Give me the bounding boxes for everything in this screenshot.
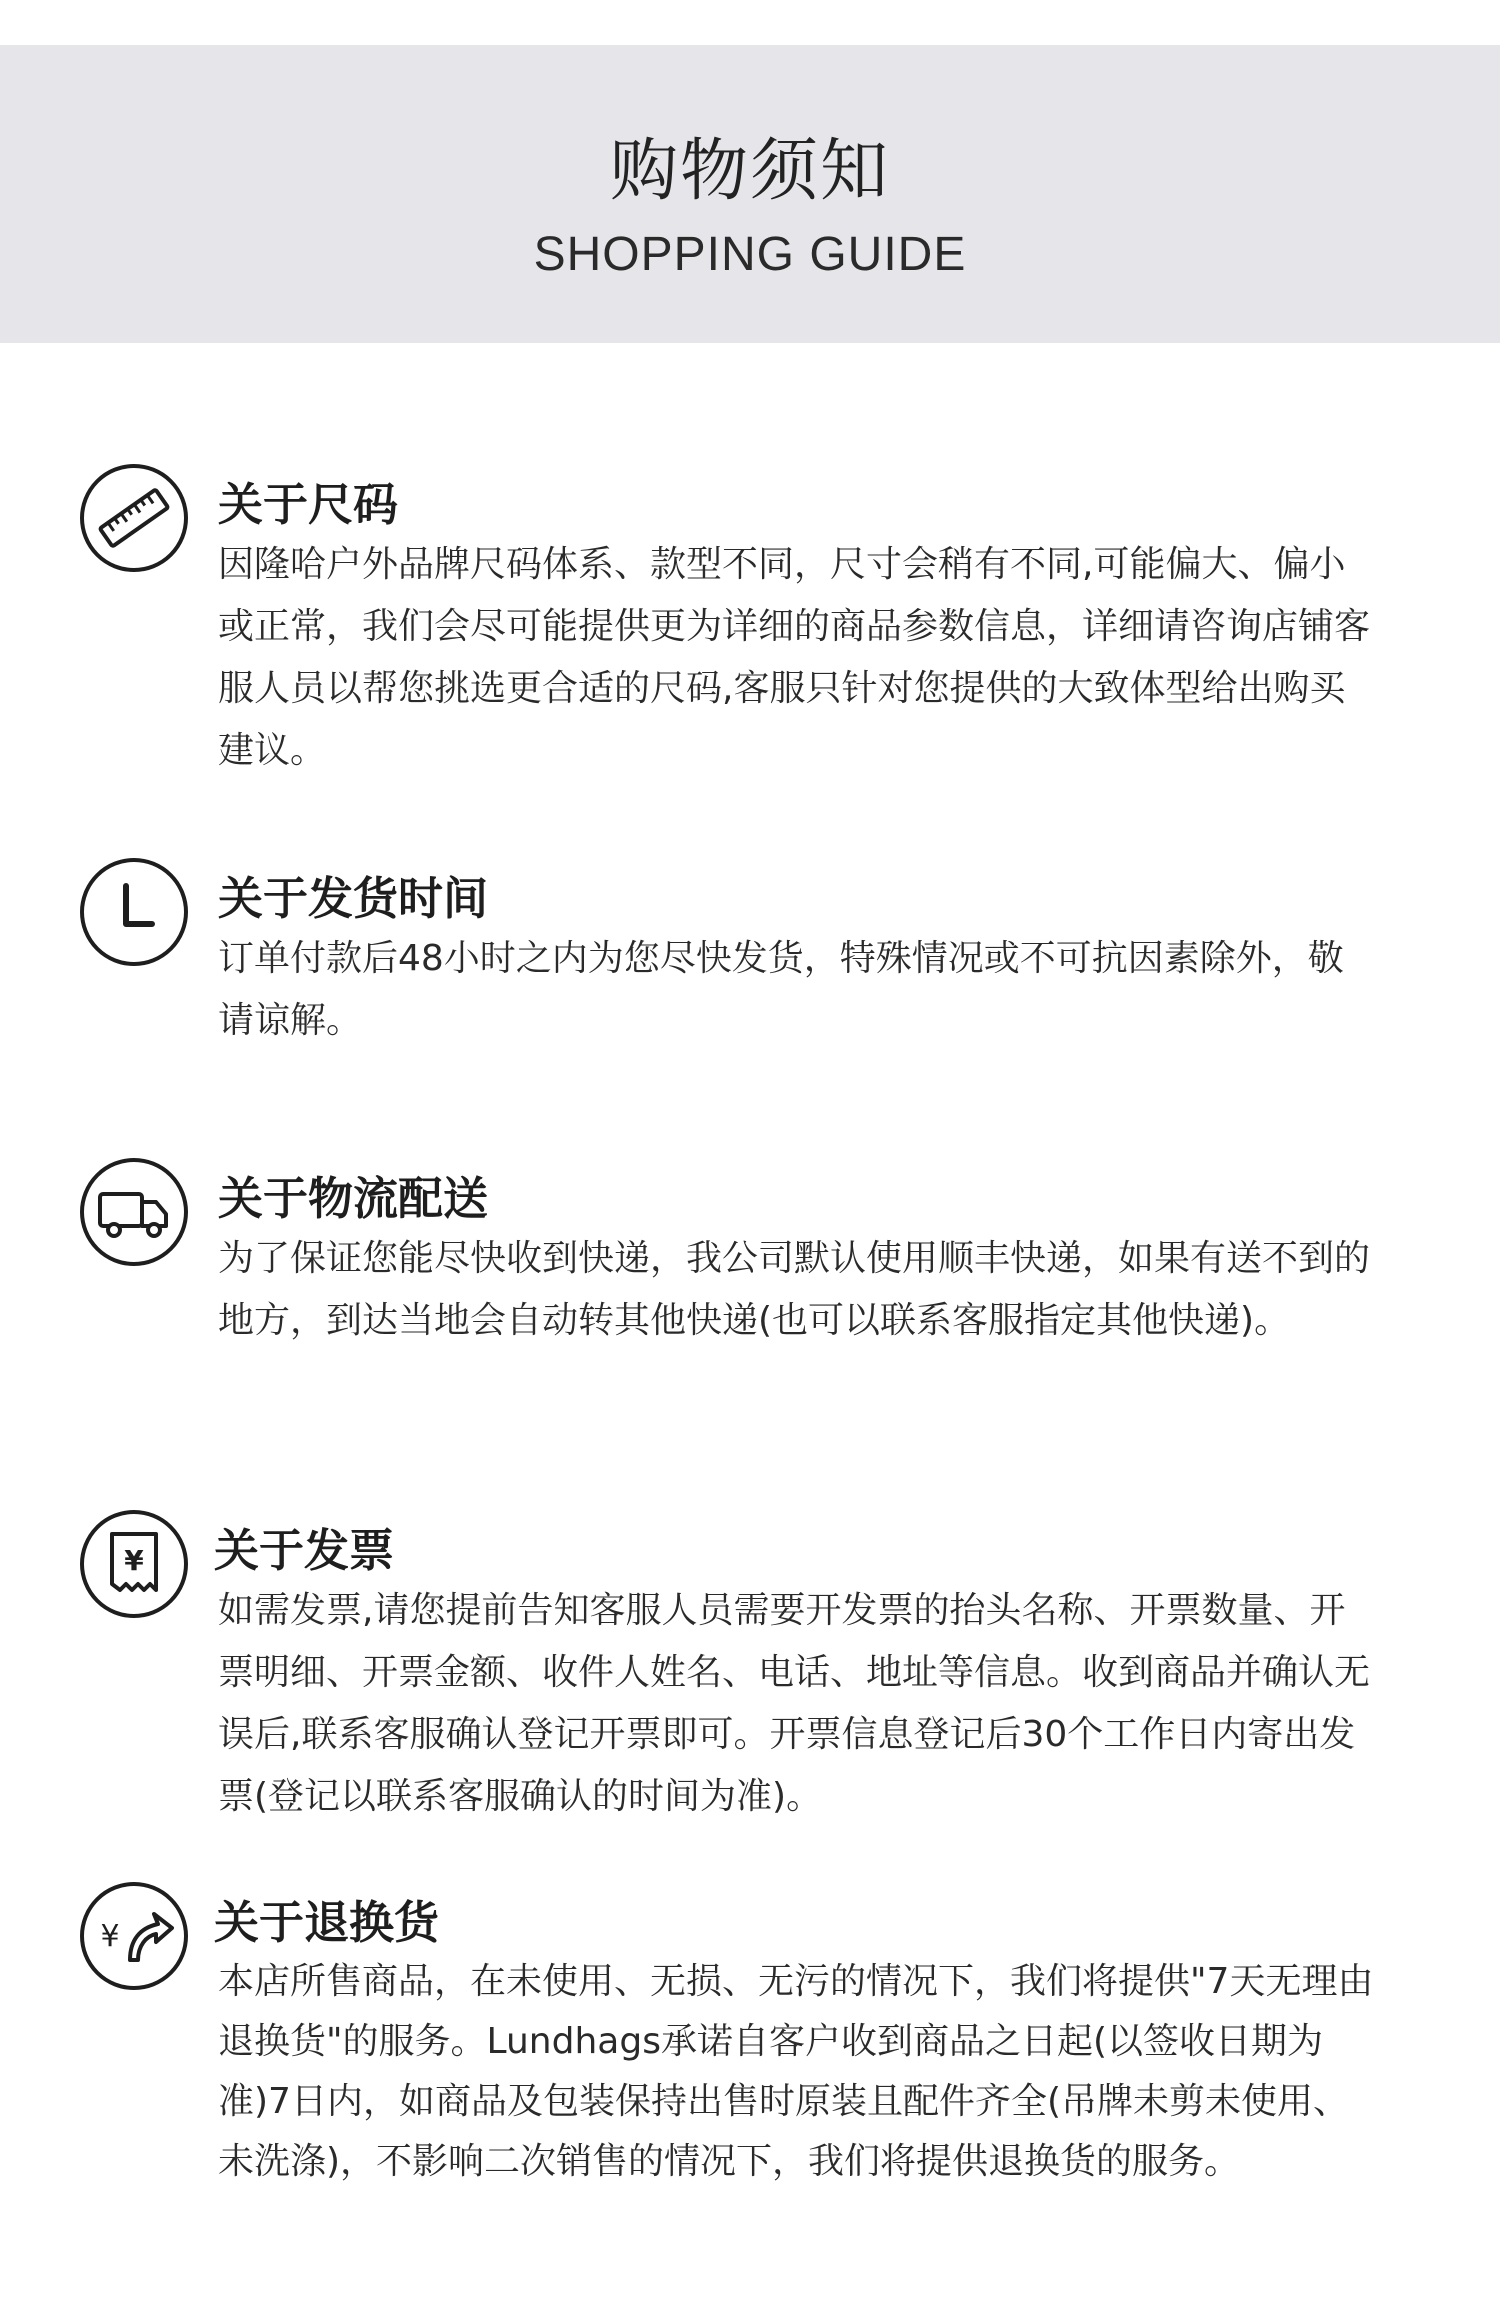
section-title: 关于退换货 <box>214 1896 440 1949</box>
section-title: 关于尺码 <box>218 478 399 531</box>
section-body: 订单付款后48小时之内为您尽快发货，特殊情况或不可抗因素除外，敬请谅解。 <box>218 938 1344 1041</box>
invoice-yen-glyph: ¥ <box>124 1544 144 1577</box>
section-body: 如需发票,请您提前告知客服人员需要开发票的抬头名称、开票数量、开票明细、开票金额、收件人姓名、电话、地址等信息。收到商品并确认无误后,联系客服确认登记开票即可。开票信息登记后30个工作日内寄出发票(登记以联系客服确认的时间为准)。 <box>218 1590 1371 1817</box>
invoice-icon <box>78 1508 190 1620</box>
section-body: 为了保证您能尽快收到快递，我公司默认使用顺丰快递，如果有送不到的地方，到达当地会自动转其他快递(也可以联系客服指定其他快递)。 <box>218 1238 1371 1341</box>
section-title: 关于物流配送 <box>218 1172 489 1225</box>
ruler-icon <box>78 462 190 574</box>
section-title: 关于发票 <box>214 1524 395 1577</box>
clock-icon <box>78 856 190 968</box>
return-yen-glyph: ¥ <box>100 1919 120 1954</box>
page-title: 购物须知 <box>609 132 890 211</box>
section-body: 因隆哈户外品牌尺码体系、款型不同，尺寸会稍有不同,可能偏大、偏小或正常，我们会尽可能提供更为详细的商品参数信息，详细请咨询店铺客服人员以帮您挑选更合适的尺码,客服只针对您提供的大致体型给出购买建议。 <box>218 544 1371 771</box>
page-subtitle: SHOPPING GUIDE <box>533 228 967 281</box>
guide-header <box>0 45 1500 343</box>
section-body: 本店所售商品，在未使用、无损、无污的情况下，我们将提供"7天无理由退换货"的服务。Lundhags承诺自客户收到商品之日起(以签收日期为准)7日内，如商品及包装保持出售时原装且配件齐全(吊牌未剪未使用、未洗涤)，不影响二次销售的情况下，我们将提供退换货的服务。 <box>218 1961 1374 2182</box>
return-exchange-icon <box>78 1880 190 1992</box>
truck-icon <box>78 1156 190 1268</box>
section-title: 关于发货时间 <box>218 872 489 925</box>
